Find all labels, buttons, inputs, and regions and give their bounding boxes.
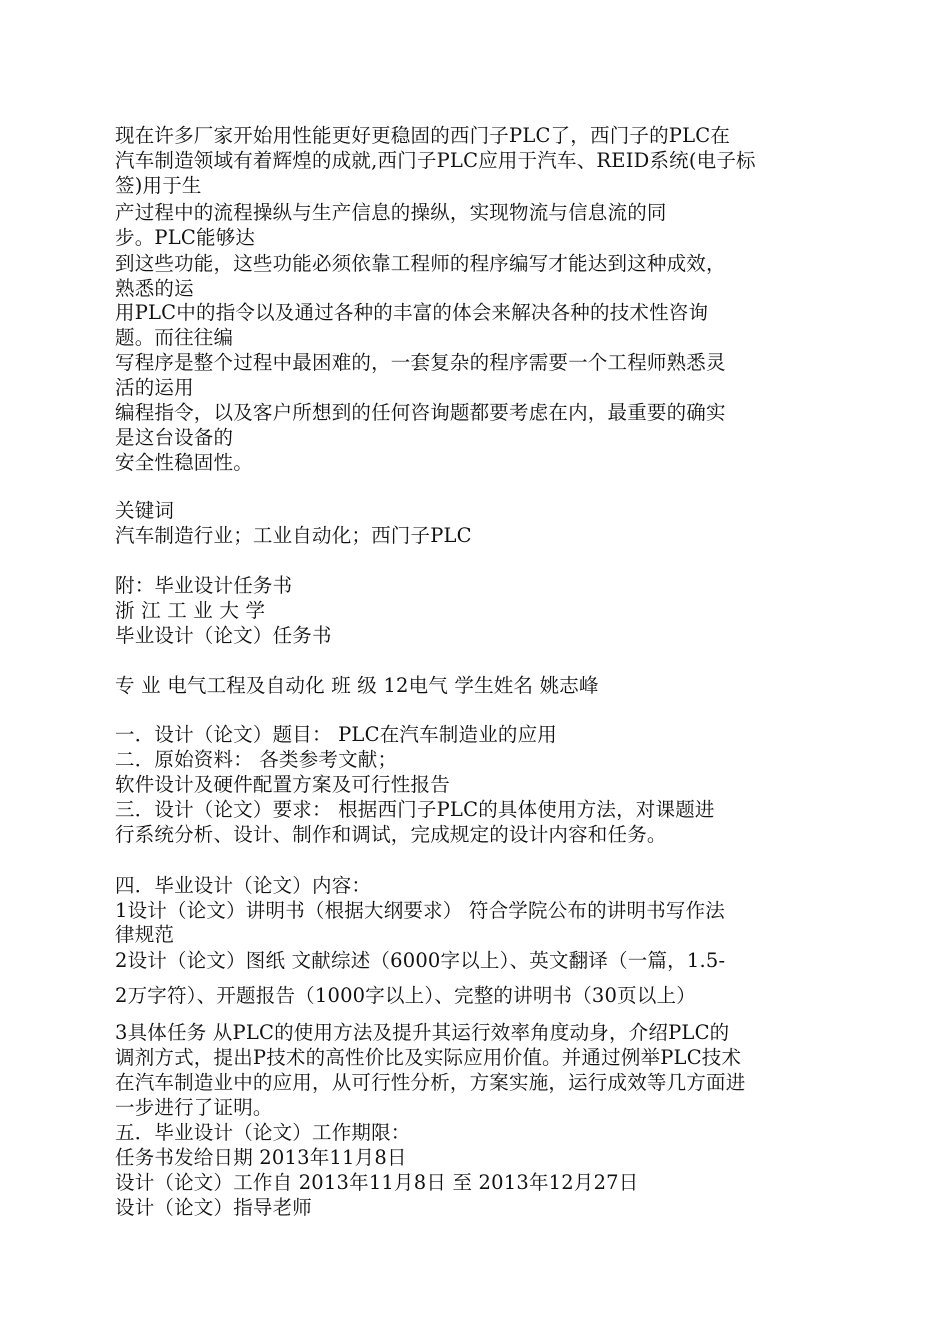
item-1-title: 一．设计（论文）题目： PLC在汽车制造业的应用: [115, 723, 557, 746]
appendix-line-1: 附：毕业设计任务书: [115, 574, 293, 597]
intro-line-8: 用PLC中的指令以及通过各种的丰富的体会来解决各种的技术性咨询: [115, 301, 709, 324]
content-1-line-2: 律规范: [115, 923, 175, 946]
content-3-line-1: 3具体任务 从PLC的使用方法及提升其运行效率角度动身，介绍PLC的: [115, 1021, 730, 1044]
intro-line-4: 产过程中的流程操纵与生产信息的操纵，实现物流与信息流的同: [115, 201, 667, 224]
appendix-line-2: 浙 江 工 业 大 学: [115, 599, 266, 622]
item-2-materials-cont: 软件设计及硬件配置方案及可行性报告: [115, 773, 450, 796]
item-3-line-1: 三．设计（论文）要求： 根据西门子PLC的具体使用方法，对课题进: [115, 798, 715, 821]
keywords-text: 汽车制造行业；工业自动化；西门子PLC: [115, 524, 472, 547]
keywords-heading: 关键词: [115, 499, 175, 522]
schedule-line-3: 设计（论文）指导老师: [115, 1196, 313, 1219]
intro-line-9: 题。而往往编: [115, 326, 234, 349]
appendix-line-3: 毕业设计（论文）任务书: [115, 624, 332, 647]
item-3-line-2: 行系统分析、设计、制作和调试，完成规定的设计内容和任务。: [115, 823, 667, 846]
content-2-line-1: 2设计（论文）图纸 文献综述（6000字以上）、英文翻译（一篇，1.5-: [115, 949, 726, 972]
intro-line-5: 步。PLC能够达: [115, 226, 256, 249]
content-3-line-3: 在汽车制造业中的应用，从可行性分析，方案实施，运行成效等几方面进: [115, 1071, 746, 1094]
item-5-heading: 五．毕业设计（论文）工作期限：: [115, 1121, 411, 1144]
intro-line-2: 汽车制造领域有着辉煌的成就,西门子PLC应用于汽车、REID系统(电子标: [115, 149, 756, 172]
student-info-line: 专 业 电气工程及自动化 班 级 12电气 学生姓名 姚志峰: [115, 674, 599, 697]
intro-line-7: 熟悉的运: [115, 277, 194, 300]
schedule-line-1: 任务书发给日期 2013年11月8日: [115, 1146, 407, 1169]
intro-line-10: 写程序是整个过程中最困难的，一套复杂的程序需要一个工程师熟悉灵: [115, 351, 726, 374]
intro-line-3: 签)用于生: [115, 174, 202, 197]
item-4-heading: 四．毕业设计（论文）内容：: [115, 874, 372, 897]
intro-line-11: 活的运用: [115, 376, 194, 399]
intro-line-12: 编程指令，以及客户所想到的任何咨询题都要考虑在内，最重要的确实: [115, 401, 726, 424]
item-2-materials: 二．原始资料： 各类参考文献；: [115, 748, 398, 771]
intro-line-13: 是这台设备的: [115, 426, 234, 449]
schedule-line-2: 设计（论文）工作自 2013年11月8日 至 2013年12月27日: [115, 1171, 639, 1194]
content-3-line-4: 一步进行了证明。: [115, 1096, 273, 1119]
intro-line-6: 到这些功能，这些功能必须依靠工程师的程序编写才能达到这种成效，: [115, 252, 726, 275]
intro-line-1: 现在许多厂家开始用性能更好更稳固的西门子PLC了，西门子的PLC在: [115, 124, 731, 147]
content-3-line-2: 调剂方式，提出P技术的高性价比及实际应用价值。并通过例举PLC技术: [115, 1046, 742, 1069]
content-2-line-2: 2万字符）、开题报告（1000字以上）、完整的讲明书（30页以上）: [115, 984, 696, 1007]
intro-line-14: 安全性稳固性。: [115, 451, 253, 474]
content-1-line-1: 1设计（论文）讲明书（根据大纲要求） 符合学院公布的讲明书写作法: [115, 899, 726, 922]
